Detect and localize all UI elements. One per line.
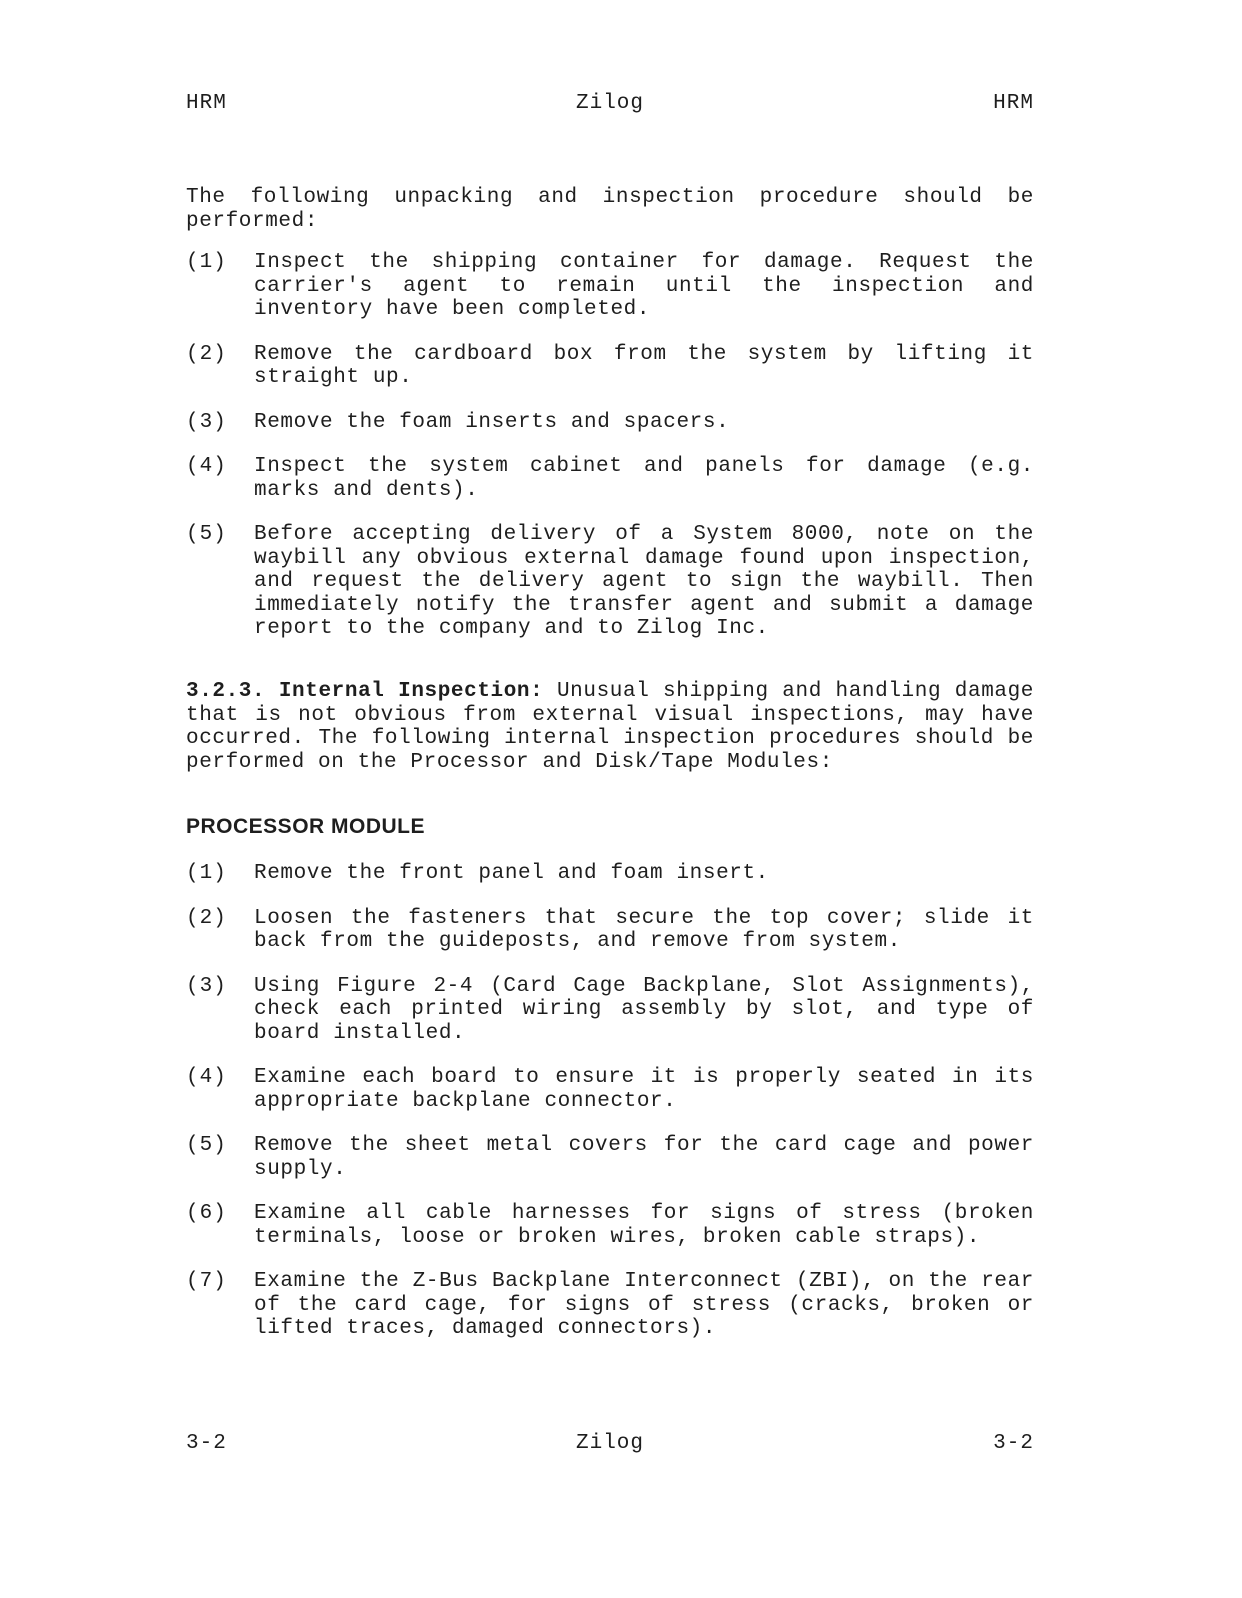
header-left: HRM <box>186 92 227 115</box>
list-item <box>186 455 1034 502</box>
list-item <box>186 975 1034 1046</box>
step-number: (5) <box>186 1134 227 1157</box>
step-text: Using Figure 2-4 (Card Cage Backplane, Slot Assignments), check each printed wiring assembly by slot, and type of board installed. <box>254 974 1034 1045</box>
step-text: Before accepting delivery of a System 8000, note on the waybill any obvious external damage found upon inspection, and request the delivery agent to sign the waybill. Then immediately notify the transfer agent and submit a damage report to the company and to Zilog Inc. <box>254 523 1034 640</box>
list-item <box>186 862 1034 886</box>
step-number: (2) <box>186 342 227 366</box>
list-item <box>186 343 1034 390</box>
page-footer <box>186 1432 1034 1455</box>
step-text: Examine the Z-Bus Backplane Interconnect (ZBI), on the rear of the card cage, for signs of stress (cracks, broken or lifted traces, damaged connectors). <box>254 1270 1034 1340</box>
step-number: (3) <box>186 410 227 434</box>
intro-text: The following unpacking and inspection procedure should be performed: <box>186 186 1034 233</box>
list-item <box>186 1066 1034 1113</box>
list-item <box>186 907 1034 954</box>
header-right: HRM <box>993 92 1034 115</box>
page-header <box>186 92 1034 115</box>
step-text: Remove the front panel and foam insert. <box>254 862 769 885</box>
list-item <box>186 1270 1034 1341</box>
footer-left: 3-2 <box>186 1432 227 1455</box>
unpacking-steps-list <box>186 251 1034 662</box>
step-text: Remove the cardboard box from the system by lifting it straight up. <box>254 342 1034 389</box>
step-text: Loosen the fasteners that secure the top cover; slide it back from the guideposts, and remove from system. <box>254 906 1034 953</box>
section-internal-inspection <box>186 680 1034 774</box>
step-number: (2) <box>186 906 227 930</box>
processor-module-heading: PROCESSOR MODULE <box>186 815 426 838</box>
footer-center: Zilog <box>575 1432 644 1455</box>
step-text: Examine all cable harnesses for signs of stress (broken terminals, loose or broken wires, broken cable straps). <box>254 1202 1034 1249</box>
step-text: Remove the sheet metal covers for the card cage and power supply. <box>254 1134 1034 1181</box>
step-number: (3) <box>186 974 227 998</box>
step-number: (1) <box>186 251 227 274</box>
step-text: Inspect the shipping container for damage. Request the carrier's agent to remain until the inspection and inventory have been completed. <box>254 251 1034 321</box>
list-item <box>186 1134 1034 1181</box>
step-number: (4) <box>186 455 227 478</box>
step-number: (4) <box>186 1066 227 1089</box>
step-number: (7) <box>186 1270 227 1293</box>
footer-right: 3-2 <box>993 1432 1034 1455</box>
section-text: Unusual shipping and handling damage that is not obvious from external visual inspections, may have occurred. The following internal inspection procedures should be performed on the Processor and Disk/Tape Modules: <box>186 680 1034 774</box>
step-number: (1) <box>186 862 227 885</box>
section-number: 3.2.3. <box>186 680 266 703</box>
list-item <box>186 523 1034 641</box>
step-number: (6) <box>186 1202 227 1225</box>
processor-steps-list <box>186 862 1034 1362</box>
step-text: Inspect the system cabinet and panels for damage (e.g. marks and dents). <box>254 455 1034 502</box>
section-title: Internal Inspection: <box>278 680 544 703</box>
list-item <box>186 411 1034 435</box>
step-text: Examine each board to ensure it is properly seated in its appropriate backplane connector. <box>254 1066 1034 1113</box>
header-center: Zilog <box>575 92 644 115</box>
list-item <box>186 251 1034 322</box>
intro-paragraph <box>186 186 1034 233</box>
step-number: (5) <box>186 523 227 546</box>
list-item <box>186 1202 1034 1249</box>
step-text: Remove the foam inserts and spacers. <box>254 410 730 434</box>
